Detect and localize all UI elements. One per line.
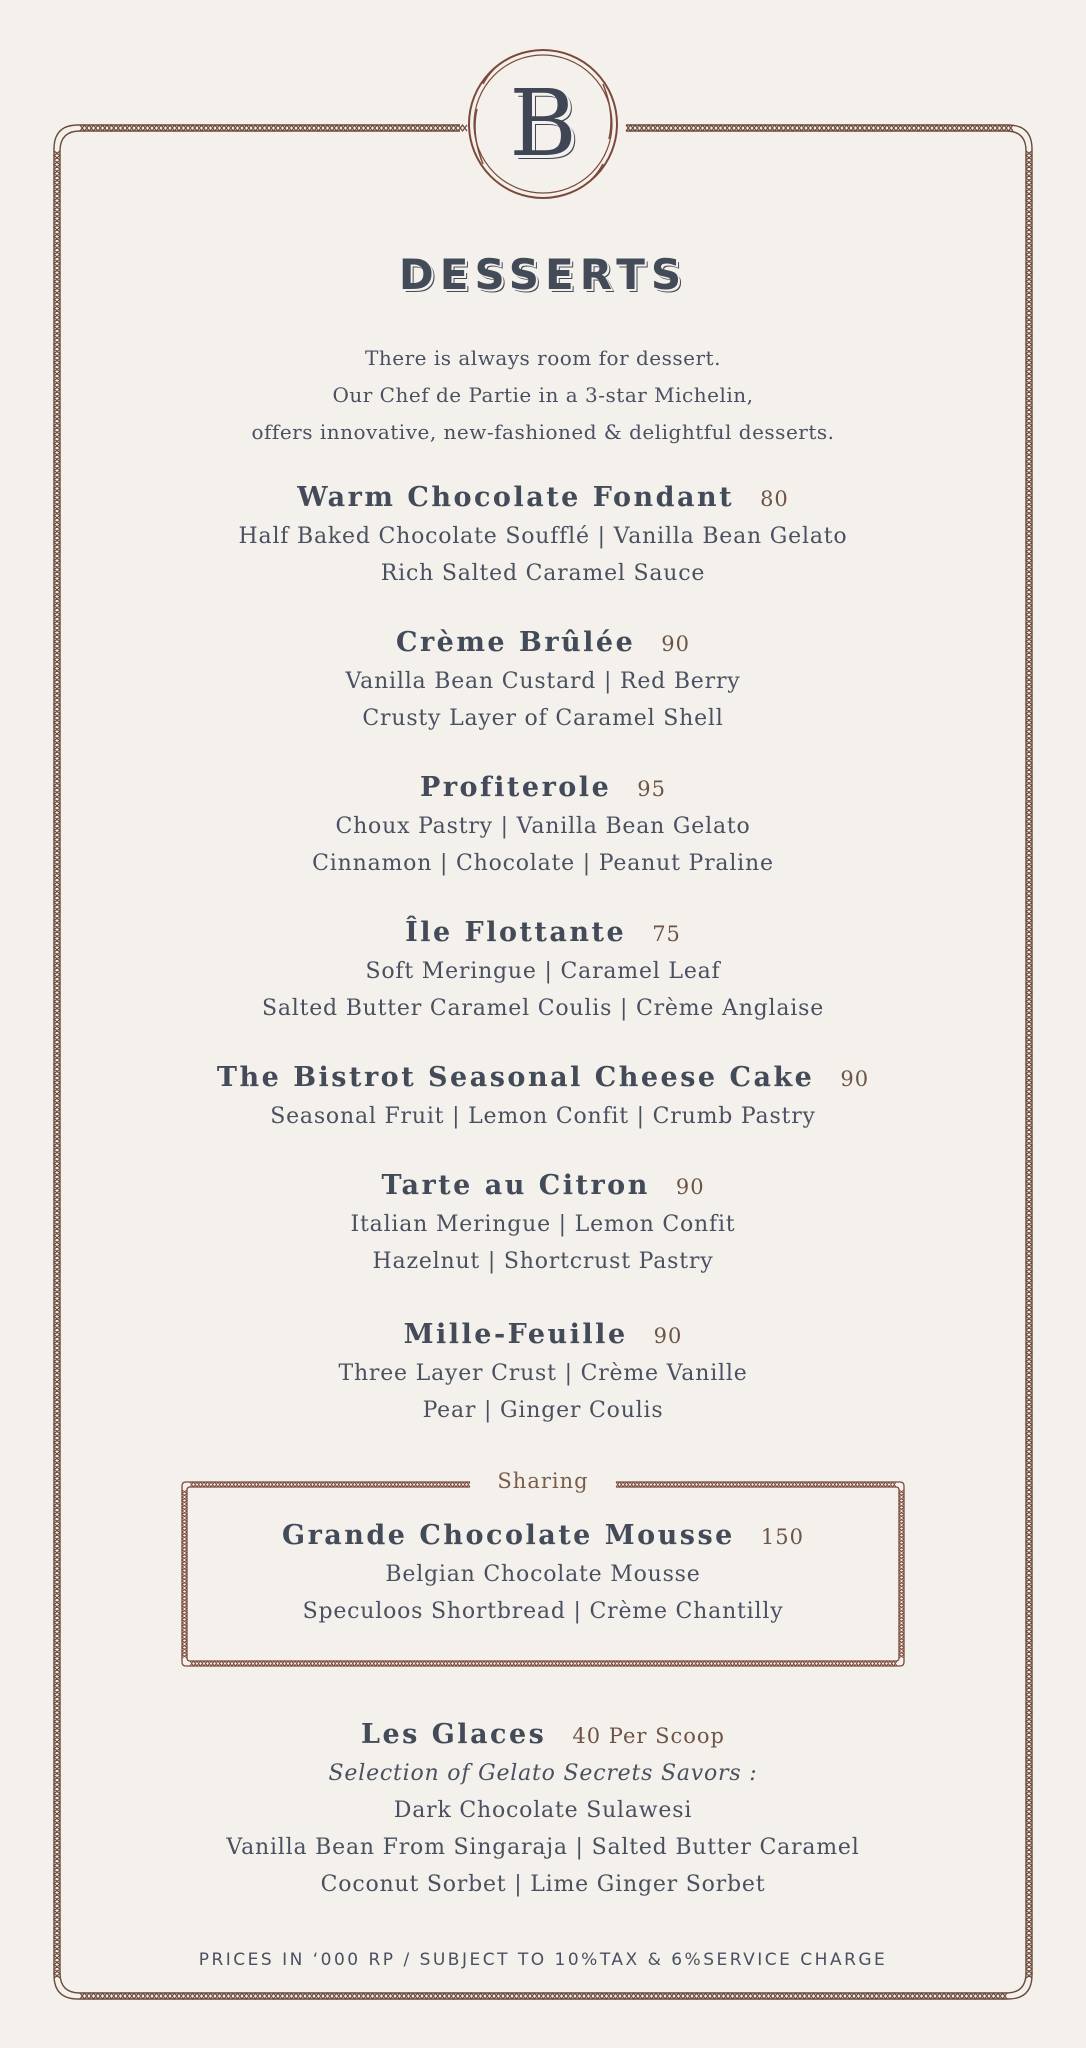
menu-item bbox=[0, 478, 1086, 592]
page-title: DESSERTS bbox=[398, 250, 688, 299]
item-name: Grande Chocolate Mousse bbox=[282, 1520, 735, 1551]
menu-item bbox=[0, 1315, 1086, 1429]
item-price: 90 bbox=[840, 1067, 870, 1091]
item-price: 80 bbox=[760, 487, 789, 511]
item-name: Profiterole bbox=[420, 772, 612, 803]
item-name: Crème Brûlée bbox=[395, 627, 636, 658]
item-price: 90 bbox=[675, 1175, 705, 1199]
item-price: 90 bbox=[653, 1324, 683, 1348]
item-name: Tarte au Citron bbox=[381, 1170, 650, 1201]
sharing-label: Sharing bbox=[473, 1466, 613, 1496]
monogram-letter: B bbox=[509, 70, 577, 177]
item-name: Mille-Feuille bbox=[403, 1319, 628, 1350]
menu-item bbox=[0, 913, 1086, 1027]
item-description: Vanilla Bean From Singaraja | Salted Butter Caramel bbox=[226, 1835, 860, 1860]
item-price: 90 bbox=[661, 632, 691, 656]
monogram-logo bbox=[463, 44, 623, 204]
item-name: Les Glaces bbox=[360, 1719, 547, 1750]
item-description: Vanilla Bean Custard | Red Berry bbox=[345, 669, 741, 694]
item-description: Crusty Layer of Caramel Shell bbox=[362, 706, 724, 731]
item-description: Soft Meringue | Caramel Leaf bbox=[365, 959, 721, 984]
item-description: Belgian Chocolate Mousse bbox=[385, 1562, 701, 1587]
price-footer: PRICES IN ‘000 RP / SUBJECT TO 10%TAX & 6%SERVICE CHARGE bbox=[198, 1950, 888, 1970]
intro-line: Our Chef de Partie in a 3-star Michelin, bbox=[332, 383, 754, 407]
item-description: Hazelnut | Shortcrust Pastry bbox=[372, 1249, 714, 1274]
item-description: Half Baked Chocolate Soufflé | Vanilla Bean Gelato bbox=[238, 524, 848, 549]
menu-item bbox=[0, 1058, 1086, 1135]
item-price: 95 bbox=[637, 777, 666, 801]
item-description: Rich Salted Caramel Sauce bbox=[380, 561, 706, 586]
item-description: Choux Pastry | Vanilla Bean Gelato bbox=[335, 814, 751, 839]
item-description: Pear | Ginger Coulis bbox=[422, 1398, 664, 1423]
intro-text bbox=[0, 340, 1086, 451]
intro-line: offers innovative, new-fashioned & delightful desserts. bbox=[251, 420, 835, 444]
glaces-subtitle: Selection of Gelato Secrets Savors : bbox=[328, 1761, 758, 1786]
intro-line: There is always room for dessert. bbox=[365, 346, 721, 370]
item-description: Speculoos Shortbread | Crème Chantilly bbox=[302, 1599, 784, 1624]
item-price: 40 Per Scoop bbox=[572, 1724, 725, 1748]
item-description: Seasonal Fruit | Lemon Confit | Crumb Pastry bbox=[270, 1104, 816, 1129]
item-price: 150 bbox=[760, 1525, 804, 1549]
item-name: The Bistrot Seasonal Cheese Cake bbox=[216, 1062, 815, 1093]
item-description: Salted Butter Caramel Coulis | Crème Anglaise bbox=[261, 996, 825, 1021]
menu-item bbox=[0, 1166, 1086, 1280]
item-name: Warm Chocolate Fondant bbox=[297, 482, 735, 513]
item-name: Île Flottante bbox=[405, 917, 627, 948]
item-description: Dark Chocolate Sulawesi bbox=[393, 1798, 693, 1823]
sharing-item bbox=[0, 1516, 1086, 1630]
glaces-item bbox=[0, 1715, 1086, 1903]
item-description: Cinnamon | Chocolate | Peanut Praline bbox=[312, 851, 774, 876]
item-description: Coconut Sorbet | Lime Ginger Sorbet bbox=[320, 1872, 766, 1897]
item-description: Italian Meringue | Lemon Confit bbox=[350, 1212, 736, 1237]
item-description: Three Layer Crust | Crème Vanille bbox=[338, 1361, 748, 1386]
menu-item bbox=[0, 768, 1086, 882]
menu-item bbox=[0, 623, 1086, 737]
item-price: 75 bbox=[652, 922, 681, 946]
